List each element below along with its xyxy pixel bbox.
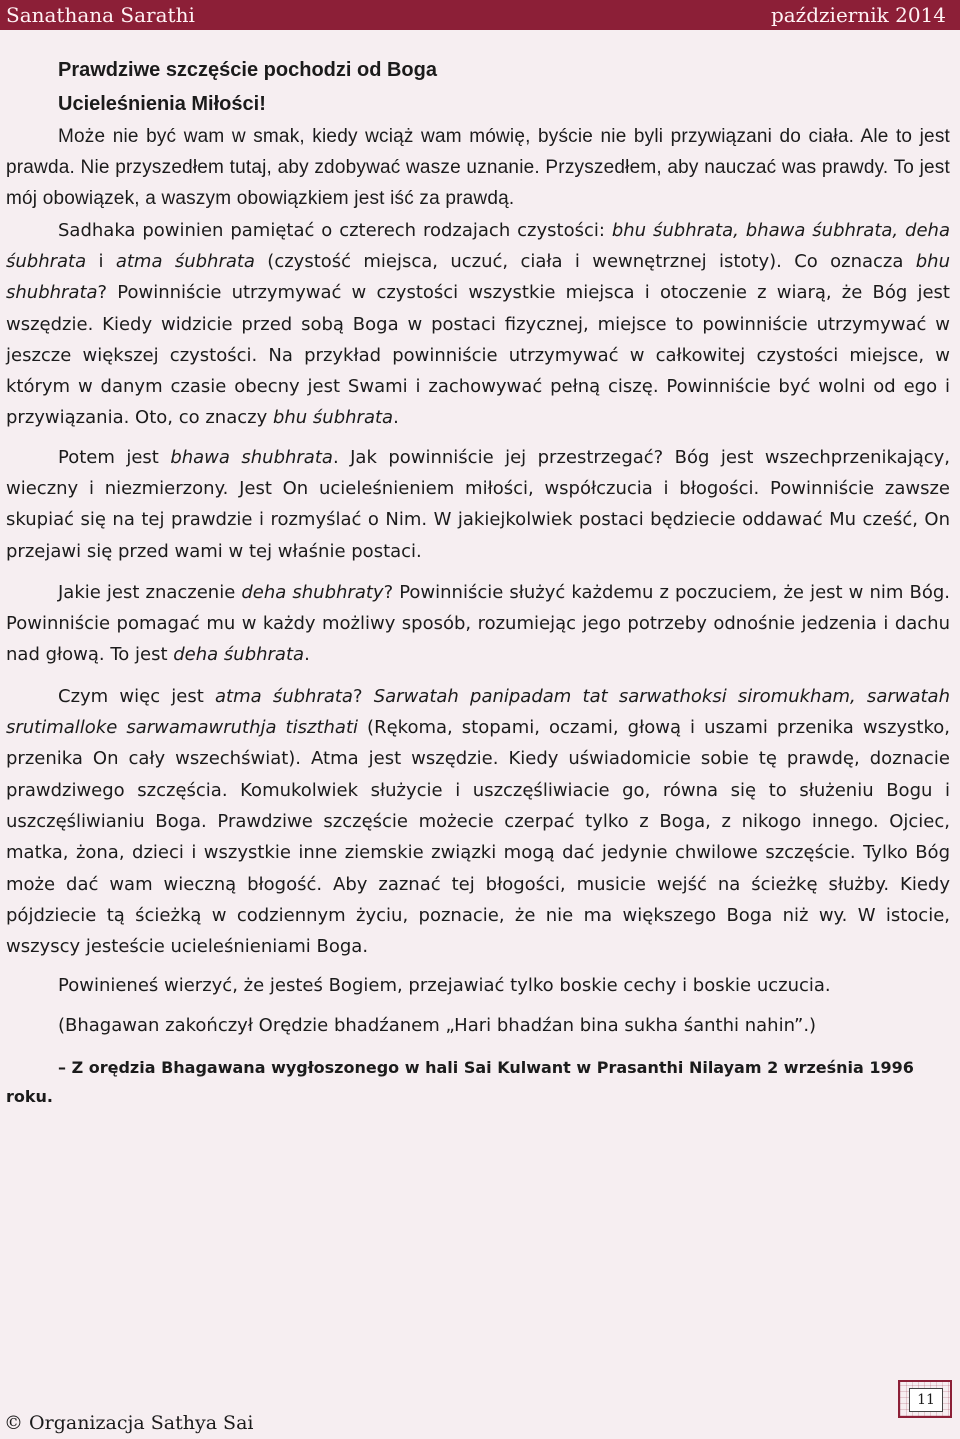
text-run: i	[86, 250, 116, 272]
paragraph	[6, 577, 950, 671]
magazine-title: Sanathana Sarathi	[6, 3, 195, 27]
text-run: Może nie być wam w smak, kiedy wciąż wam mówię, byście nie byli przywiązani do ciała. Ale to jest prawda. Nie przyszedłem tutaj, aby zdobywać wasze uznanie. Przyszedłem, aby nauczać was prawdy. To jest mój obowiązek, a waszym obowiązkiem jest iść za prawdą.	[6, 126, 950, 210]
text-run: ? Powinniście służyć każdemu z poczuciem, że jest w nim Bóg. Powinniście pomagać mu w każdy możliwy sposób, rozumiejąc jego potrzeby odnośnie jedzenia i dachu nad głową. To jest	[6, 581, 950, 666]
text-run: (Bhagawan zakończył Orędzie bhadźanem „Hari bhadźan bina sukha śanthi nahin”.)	[58, 1014, 817, 1036]
paragraph	[6, 121, 950, 215]
italic-term: bhu śubhrata, bhawa śubhrata, deha śubhrata	[6, 219, 950, 272]
text-run: Jakie jest znaczenie	[58, 581, 242, 603]
text-run: Czym więc jest	[58, 685, 215, 707]
page-number: 11	[909, 1388, 943, 1412]
text-run: Sadhaka powinien pamiętać o czterech rodzajach czystości:	[58, 219, 612, 241]
text-run: .	[393, 407, 399, 429]
source-attribution: – Z orędzia Bhagawana wygłoszonego w hali Sai Kulwant w Prasanthi Nilayam 2 września 1996 roku.	[6, 1058, 914, 1107]
paragraph	[6, 215, 950, 434]
article-body	[6, 55, 950, 1111]
italic-term: bhawa shubhrata	[170, 446, 333, 468]
issue-date: październik 2014	[770, 3, 946, 27]
article-heading: Prawdziwe szczęście pochodzi od Boga	[58, 59, 437, 81]
running-header	[0, 0, 960, 30]
italic-term: bhu shubhrata	[6, 250, 950, 304]
text-run: Powinieneś wierzyć, że jesteś Bogiem, przejawiać tylko boskie cechy i boskie uczucia.	[58, 975, 831, 997]
text-run: .	[304, 644, 310, 666]
italic-term: atma śubhrata	[115, 250, 255, 272]
salutation: Ucieleśnienia Miłości!	[58, 93, 266, 115]
text-run: ? Powinniście utrzymywać w czystości wszystkie miejsca i otoczenie z wiarą, że Bóg jest wszędzie. Kiedy widzicie przed sobą Boga w postaci fizycznej, miejsce to powinniście utrzymywać w jeszcze większej czystości. Na przykład powinniście utrzymywać w całkowitej czystości miejsce, w którym w danym czasie obecny jest Swami i zachowywać pełną ciszę. Powinniście być wolni od ego i przywiązania. Oto, co znaczy	[6, 282, 950, 429]
text-run: Potem jest	[58, 446, 171, 468]
page-number-badge	[898, 1380, 952, 1418]
italic-term: deha śubhrata	[173, 644, 305, 666]
copyright-footer: © Organizacja Sathya Sai	[4, 1412, 254, 1434]
paragraph	[6, 970, 950, 1001]
paragraph	[6, 442, 950, 567]
text-run: (Rękoma, stopami, oczami, głową i uszami przenika wszystko, przenika On cały wszechświat). Atma jest wszędzie. Kiedy uświadomicie sobie tę prawdę, doznacie prawdziwego szczęścia. Komukolwiek służycie i uszczęśliwiacie go, równa się to służeniu Bogu i uszczęśliwianiu Boga. Prawdziwe szczęście możecie czerpać tylko z Boga, z nikogo innego. Ojciec, matka, żona, dzieci i wszystkie inne ziemskie związki mogą dać jedynie chwilowe szczęście. Tylko Bóg może dać wam wieczną błogość. Aby zaznać tej błogości, musicie wejść na ścieżkę służby. Kiedy pójdziecie tą ścieżką w codziennym życiu, poznacie, że nie ma większego Boga niż wy. W istocie, wszyscy jesteście ucieleśnieniami Boga.	[6, 717, 951, 958]
text-run: (czystość miejsca, uczuć, ciała i wewnętrznej istoty). Co oznacza	[254, 250, 916, 272]
italic-term: atma śubhrata	[214, 685, 353, 707]
paragraph	[6, 681, 950, 963]
italic-term: bhu śubhrata	[272, 407, 394, 429]
italic-term: deha shubhraty	[241, 581, 384, 603]
text-run: ?	[352, 685, 374, 707]
italic-term: Sarwatah panipadam tat sarwathoksi siromukham, sarwatah srutimalloke sarwamawruthja tiszthati	[6, 685, 950, 739]
paragraph	[6, 1010, 950, 1041]
text-run: . Jak powinniście jej przestrzegać? Bóg jest wszechprzenikający, wieczny i niezmierzony. Jest On ucieleśnieniem miłości, współczucia i błogości. Powinniście zawsze skupiać się na tej prawdzie i rozmyślać o Nim. W jakiejkolwiek postaci będziecie oddawać Mu cześć, On przejawi się przed wami w tej właśnie postaci.	[6, 446, 950, 562]
